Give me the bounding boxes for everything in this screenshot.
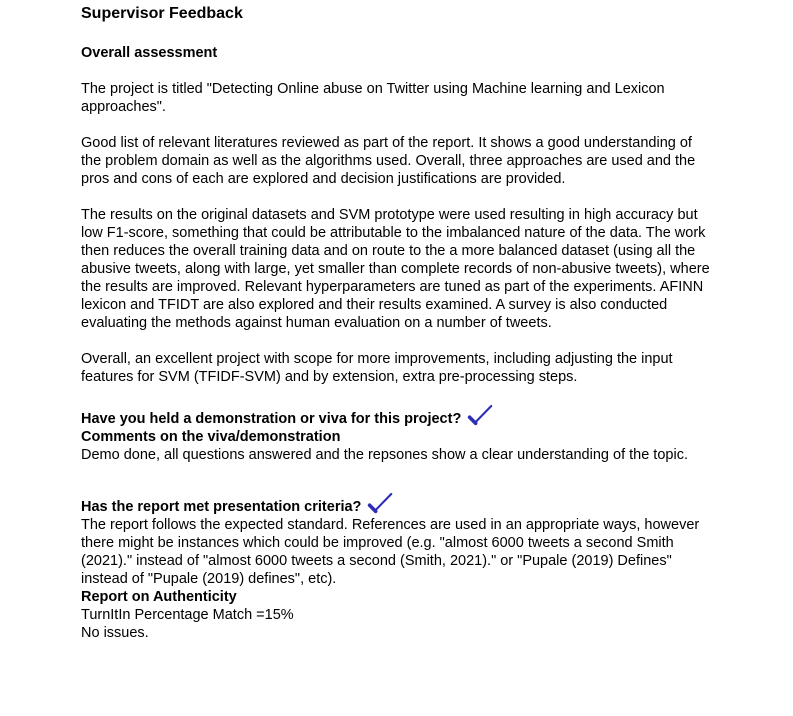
presentation-question-label: Has the report met presentation criteria? [81, 499, 362, 515]
viva-comments-heading: Comments on the viva/demonstration [81, 429, 341, 445]
authenticity-heading: Report on Authenticity [81, 589, 237, 605]
page-title: Supervisor Feedback [81, 5, 243, 22]
viva-checkmark-icon [467, 404, 493, 427]
viva-comments-text: Demo done, all questions answered and the repsones show a clear understanding of the topic. [81, 447, 688, 463]
overall-assessment-heading: Overall assessment [81, 45, 218, 61]
viva-question-label: Have you held a demonstration or viva for this project? [81, 411, 462, 427]
viva-question-row [81, 404, 713, 428]
paragraph-project-title: The project is titled "Detecting Online abuse on Twitter using Machine learning and Lexicon approaches". [81, 81, 665, 115]
no-issues-line: No issues. [81, 625, 149, 641]
paragraph-results-discussion: The results on the original datasets and SVM prototype were used resulting in high accuracy but low F1-score, something that could be attributable to the imbalanced nature of the data. The work then reduces the overall training data and on route to the a more balanced dataset (using all the abusive tweets, along with large, yet smaller than complete records of non-abusive tweets), where the results are improved. Relevant hyperparameters are tuned as part of the experiments. AFINN lexicon and TFIDT are also explored and their results examined. A survey is also conducted evaluating the methods against human evaluation on a number of tweets. [81, 207, 710, 331]
presentation-criteria-text: The report follows the expected standard. References are used in an appropriate ways, however there might be instances which could be improved (e.g. "almost 6000 tweets a second Smith (2021)." instead of "almost 6000 tweets a second (Smith, 2021)." or "Pupale (2019) Defines" instead of "Pupale (2019) defines", etc). [81, 517, 700, 587]
paragraph-literature-review: Good list of relevant literatures reviewed as part of the report. It shows a good understanding of the problem domain as well as the algorithms used. Overall, three approaches are used and the pros and cons of each are explored and decision justifications are provided. [81, 135, 696, 187]
presentation-checkmark-icon [367, 492, 393, 515]
paragraph-conclusion: Overall, an excellent project with scope for more improvements, including adjusting the input features for SVM (TFIDF-SVM) and by extension, extra pre-processing steps. [81, 351, 673, 385]
presentation-question-row [81, 492, 713, 516]
turnitin-match-line: TurnItIn Percentage Match =15% [81, 607, 294, 623]
